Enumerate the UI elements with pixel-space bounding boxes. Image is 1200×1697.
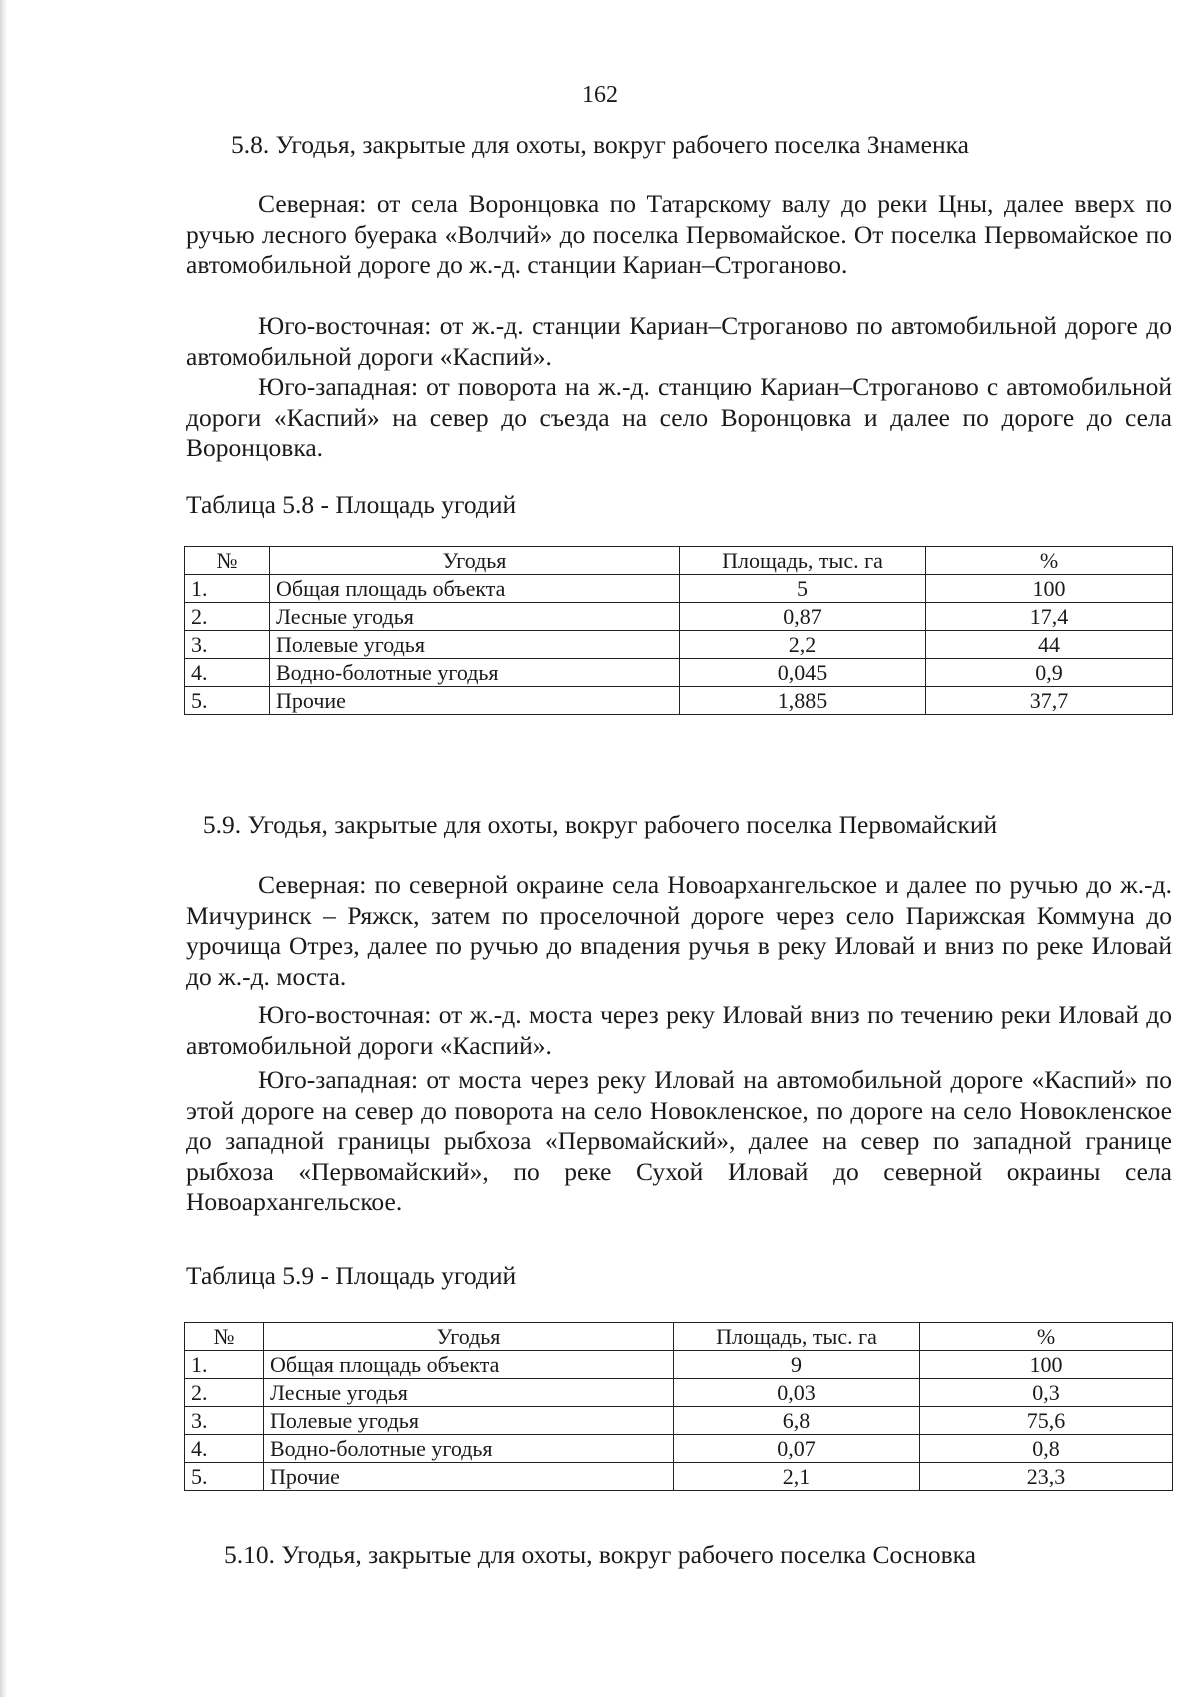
cell-area: 2,2	[680, 631, 926, 659]
table-row	[185, 603, 1173, 631]
header-percent: %	[920, 1323, 1173, 1351]
cell-number: 2.	[185, 1379, 264, 1407]
scan-edge-shadow	[0, 0, 7, 1697]
header-number: №	[185, 1323, 264, 1351]
cell-number: 3.	[185, 631, 270, 659]
table-header-row	[185, 1323, 1173, 1351]
cell-land-type: Прочие	[270, 687, 680, 715]
header-percent: %	[926, 547, 1173, 575]
cell-percent: 100	[926, 575, 1173, 603]
cell-number: 4.	[185, 1435, 264, 1463]
header-area: Площадь, тыс. га	[674, 1323, 920, 1351]
cell-number: 1.	[185, 575, 270, 603]
cell-number: 5.	[185, 687, 270, 715]
table-row	[185, 1351, 1173, 1379]
header-area: Площадь, тыс. га	[680, 547, 926, 575]
cell-number: 3.	[185, 1407, 264, 1435]
cell-number: 5.	[185, 1463, 264, 1491]
header-number: №	[185, 547, 270, 575]
page-number: 162	[582, 82, 618, 108]
section-5-8-paragraph-north: Северная: от села Воронцовка по Татарскому валу до реки Цны, далее вверх по ручью лесного буерака «Волчий» до поселка Первомайское. От поселка Первомайское по автомобильной дороге до ж.-д. станции Кариан–Строганово.	[186, 189, 1172, 279]
table-row	[185, 659, 1173, 687]
cell-area: 2,1	[674, 1463, 920, 1491]
table-row	[185, 631, 1173, 659]
table-row	[185, 1463, 1173, 1491]
cell-percent: 75,6	[920, 1407, 1173, 1435]
cell-percent: 17,4	[926, 603, 1173, 631]
table-row	[185, 1379, 1173, 1407]
table-row	[185, 575, 1173, 603]
header-land-type: Угодья	[264, 1323, 674, 1351]
cell-percent: 100	[920, 1351, 1173, 1379]
section-5-8-paragraph-southeast: Юго-восточная: от ж.-д. станции Кариан–Строганово по автомобильной дороге до автомобильной дороги «Каспий».	[186, 311, 1172, 371]
table-5-9	[184, 1322, 1173, 1491]
cell-percent: 44	[926, 631, 1173, 659]
cell-land-type: Лесные угодья	[264, 1379, 674, 1407]
section-5-10-title: 5.10. Угодья, закрытые для охоты, вокруг рабочего поселка Сосновка	[224, 1540, 976, 1569]
cell-percent: 0,8	[920, 1435, 1173, 1463]
table-5-9-caption: Таблица 5.9 - Площадь угодий	[186, 1261, 517, 1290]
section-5-8-title: 5.8. Угодья, закрытые для охоты, вокруг рабочего поселка Знаменка	[231, 130, 969, 159]
table-row	[185, 1435, 1173, 1463]
cell-area: 1,885	[680, 687, 926, 715]
table-row	[185, 687, 1173, 715]
cell-area: 0,045	[680, 659, 926, 687]
cell-land-type: Водно-болотные угодья	[270, 659, 680, 687]
cell-area: 0,87	[680, 603, 926, 631]
cell-percent: 0,9	[926, 659, 1173, 687]
cell-area: 6,8	[674, 1407, 920, 1435]
table-row	[185, 1407, 1173, 1435]
header-land-type: Угодья	[270, 547, 680, 575]
cell-number: 4.	[185, 659, 270, 687]
cell-land-type: Общая площадь объекта	[264, 1351, 674, 1379]
table-5-8	[184, 546, 1173, 715]
cell-number: 1.	[185, 1351, 264, 1379]
cell-land-type: Полевые угодья	[270, 631, 680, 659]
cell-area: 0,03	[674, 1379, 920, 1407]
table-5-8-caption: Таблица 5.8 - Площадь угодий	[186, 490, 517, 519]
cell-percent: 23,3	[920, 1463, 1173, 1491]
section-5-9-paragraph-southwest: Юго-западная: от моста через реку Иловай на автомобильной дороге «Каспий» по этой дороге на север до поворота на село Новокленское, по дороге на село Новокленское до западной границы рыбхоза «Первомайский», далее на север по западной границе рыбхоза «Первомайский», по реке Сухой Иловай до северной окраины села Новоархангельское.	[186, 1065, 1172, 1216]
cell-land-type: Лесные угодья	[270, 603, 680, 631]
section-5-8-paragraph-southwest: Юго-западная: от поворота на ж.-д. станцию Кариан–Строганово с автомобильной дороги «Каспий» на север до съезда на село Воронцовка и далее по дороге до села Воронцовка.	[186, 372, 1172, 462]
cell-percent: 37,7	[926, 687, 1173, 715]
cell-number: 2.	[185, 603, 270, 631]
cell-land-type: Полевые угодья	[264, 1407, 674, 1435]
cell-area: 0,07	[674, 1435, 920, 1463]
cell-area: 9	[674, 1351, 920, 1379]
cell-land-type: Прочие	[264, 1463, 674, 1491]
cell-land-type: Водно-болотные угодья	[264, 1435, 674, 1463]
section-5-9-paragraph-southeast: Юго-восточная: от ж.-д. моста через реку Иловай вниз по течению реки Иловай до автомобильной дороги «Каспий».	[186, 1000, 1172, 1060]
section-5-9-title: 5.9. Угодья, закрытые для охоты, вокруг рабочего поселка Первомайский	[202, 810, 998, 839]
section-5-9-paragraph-north: Северная: по северной окраине села Новоархангельское и далее по ручью до ж.-д. Мичуринск – Ряжск, затем по проселочной дороге через село Парижская Коммуна до урочища Отрез, далее по ручью до впадения ручья в реку Иловай и вниз по реке Иловай до ж.-д. моста.	[186, 870, 1172, 991]
cell-area: 5	[680, 575, 926, 603]
cell-land-type: Общая площадь объекта	[270, 575, 680, 603]
cell-percent: 0,3	[920, 1379, 1173, 1407]
table-header-row	[185, 547, 1173, 575]
